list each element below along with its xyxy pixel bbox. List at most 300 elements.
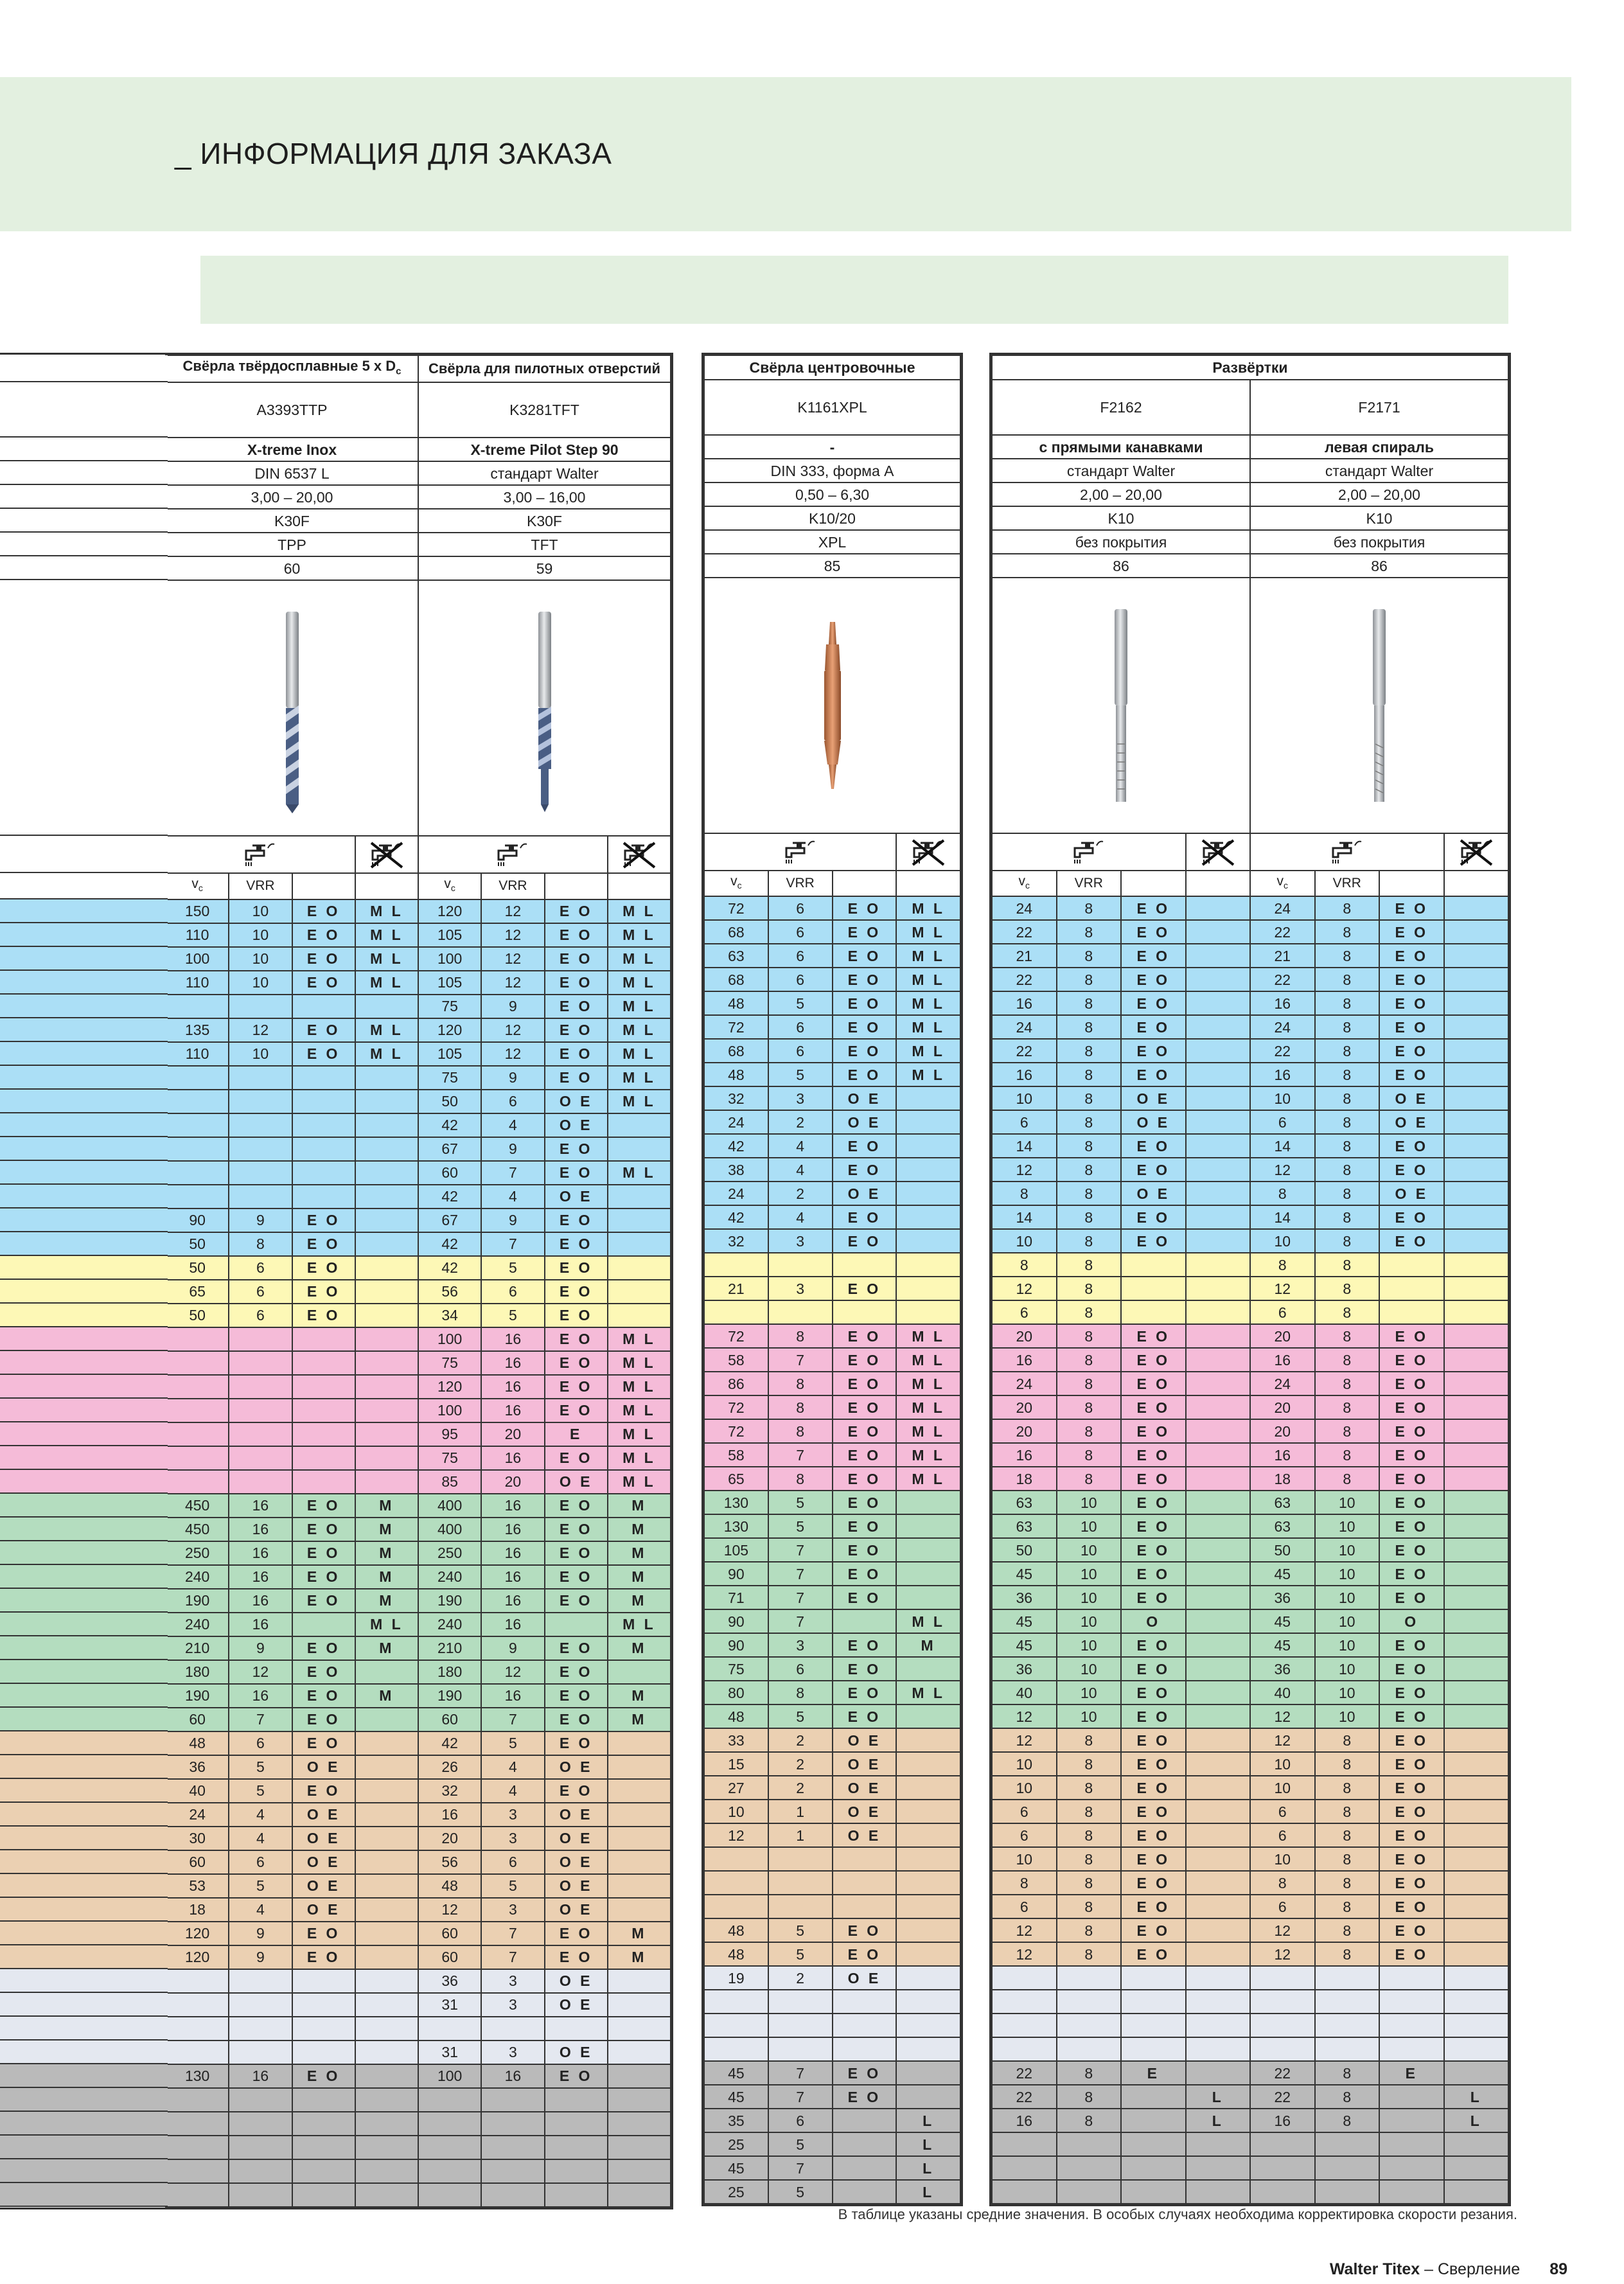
vc-value [166, 2017, 229, 2041]
vc-value: 10 [1250, 1752, 1315, 1776]
vc-value [166, 2183, 229, 2207]
dry-code [1444, 1086, 1509, 1110]
dry-code [1444, 1039, 1509, 1063]
table-row [166, 1018, 671, 1042]
coolant-code: O E [292, 1850, 355, 1874]
table-row [166, 923, 671, 947]
category-header: Свёрла центровочные [704, 355, 960, 380]
coolant-code: E O [292, 971, 355, 995]
vc-value: 16 [1250, 2109, 1315, 2132]
vrr-value: 2 [768, 1728, 833, 1752]
vc-value: 24 [992, 896, 1057, 920]
vrr-value [229, 2017, 292, 2041]
vrr-value: 8 [1315, 1372, 1380, 1395]
dry-code: M L [608, 995, 671, 1018]
dry-code [896, 2085, 960, 2109]
coolant-code: E O [833, 920, 897, 944]
vrr-value: 10 [1315, 1538, 1380, 1562]
dry-code [1444, 1419, 1509, 1443]
coolant-code: E O [545, 1922, 608, 1945]
row-extension [0, 461, 168, 485]
vrr-value [768, 1871, 833, 1895]
vrr-value: 8 [1057, 1134, 1122, 1158]
coating: TFT [418, 533, 671, 556]
dry-code [355, 1660, 418, 1684]
row-extension [0, 533, 168, 556]
vc-value: 75 [418, 995, 481, 1018]
coolant-code [292, 1422, 355, 1446]
diameter-range: 2,00 – 20,00 [1250, 482, 1508, 506]
vrr-value: 5 [768, 2132, 833, 2156]
catalog-page: 85 [704, 554, 960, 578]
vrr-value: 16 [229, 1589, 292, 1613]
diameter-range: 0,50 – 6,30 [704, 482, 960, 506]
table-row [166, 2136, 671, 2159]
coolant-code: E O [292, 1589, 355, 1613]
vrr-value: 8 [1315, 1039, 1380, 1063]
vrr-value [229, 1137, 292, 1161]
coolant-code [1121, 1253, 1186, 1277]
coolant-code: E O [292, 1945, 355, 1969]
reamer-tool-image [1095, 596, 1147, 815]
vc-value: 36 [1250, 1586, 1315, 1609]
dry-code [1444, 1110, 1509, 1134]
table-row [992, 2109, 1508, 2132]
coolant-code: E O [292, 2064, 355, 2088]
product-code: K3281TFT [418, 382, 671, 438]
table-row [992, 1942, 1508, 1966]
row-extension [0, 2041, 168, 2064]
coolant-code: E O [1379, 1562, 1444, 1586]
coolant-code: O E [292, 1755, 355, 1779]
row-extension [0, 1731, 168, 1755]
vrr-value: 9 [481, 1636, 544, 1660]
dry-code [1186, 1609, 1251, 1633]
vc-value: 16 [992, 991, 1057, 1015]
table-row [166, 1660, 671, 1684]
coolant-cell [704, 833, 896, 871]
vrr-value [1057, 2180, 1122, 2204]
row-extension [0, 1090, 168, 1113]
vc-value [166, 2112, 229, 2136]
coolant-code [545, 2112, 608, 2136]
dry-code [355, 1969, 418, 1993]
vc-value: 21 [704, 1277, 768, 1300]
vrr-value: 8 [1057, 1395, 1122, 1419]
table-row [166, 1636, 671, 1660]
vc-value: 19 [704, 1966, 768, 1990]
table-row [992, 1086, 1508, 1110]
catalog-page: 86 [992, 554, 1250, 578]
vc-value: 210 [418, 1636, 481, 1660]
dry-code [896, 1205, 960, 1229]
dry-code: M L [355, 1018, 418, 1042]
vc-subscript: c [1025, 880, 1030, 891]
coolant-code: E O [1379, 1229, 1444, 1253]
dry-code: L [1444, 2085, 1509, 2109]
dry-code: M L [896, 1395, 960, 1419]
group-1-inner [165, 355, 671, 2208]
vc-value: 12 [1250, 1277, 1315, 1300]
vrr-value: 8 [1057, 1039, 1122, 1063]
row-extension [0, 971, 168, 995]
vrr-value: 8 [1315, 1205, 1380, 1229]
dry-code [896, 2061, 960, 2085]
pilot-tool-image [519, 599, 570, 817]
dry-code [608, 1874, 671, 1898]
group1-table [165, 355, 671, 2208]
dry-code: M L [355, 971, 418, 995]
dry-code [1444, 1681, 1509, 1704]
dry-code [1444, 1562, 1509, 1586]
coolant-code: E O [292, 1636, 355, 1660]
table-row [704, 1514, 960, 1538]
dry-code: M [896, 1633, 960, 1657]
vc-value [166, 1375, 229, 1399]
coolant-code [292, 2136, 355, 2159]
vrr-value: 8 [1315, 2061, 1380, 2085]
table-row [992, 1134, 1508, 1158]
table-row [704, 991, 960, 1015]
standard: DIN 6537 L [166, 461, 418, 485]
vc-value: 240 [166, 1613, 229, 1636]
dry-code [608, 1850, 671, 1874]
table-row [166, 1922, 671, 1945]
vc-value: 10 [1250, 1847, 1315, 1871]
dry-code [355, 1446, 418, 1470]
table-row [704, 1871, 960, 1895]
vrr-value: 16 [481, 1399, 544, 1422]
coolant-code: E O [1379, 1467, 1444, 1491]
dry-code [1444, 1918, 1509, 1942]
dry-code: L [896, 2109, 960, 2132]
product-name-row [992, 435, 1508, 459]
dry-code: M [355, 1636, 418, 1660]
coolant-code [545, 2159, 608, 2183]
coolant-code: E O [1379, 1942, 1444, 1966]
dry-code: M L [608, 1351, 671, 1375]
vrr-value: 16 [481, 1375, 544, 1399]
coolant-code: E O [1379, 944, 1444, 968]
dry-code: M L [608, 1375, 671, 1399]
table-row [992, 1063, 1508, 1086]
table-row [992, 1514, 1508, 1538]
vc-value: 6 [1250, 1800, 1315, 1823]
dry-code: M [355, 1589, 418, 1613]
table-row [992, 1823, 1508, 1847]
dry-code [1186, 1871, 1251, 1895]
vrr-value: 8 [1315, 1823, 1380, 1847]
vrr-value: 8 [768, 1419, 833, 1443]
dry-code [1444, 1372, 1509, 1395]
coolant-code [1121, 2132, 1186, 2156]
table-row [704, 1609, 960, 1633]
coolant-code [1121, 2037, 1186, 2061]
vc-value: 100 [418, 1399, 481, 1422]
coolant-code: E O [545, 1280, 608, 1304]
dry-code [608, 1898, 671, 1922]
table-row [992, 1491, 1508, 1514]
vc-symbol: v [191, 876, 199, 892]
no-coolant-icon [621, 840, 657, 869]
row-extension [0, 873, 168, 899]
vc-value [166, 1185, 229, 1208]
vc-value: 72 [704, 896, 768, 920]
coolant-code [833, 1871, 897, 1895]
table-row [704, 1895, 960, 1918]
vrr-value: 12 [229, 1660, 292, 1684]
row-extension [0, 1232, 168, 1256]
vrr-value: 6 [481, 1850, 544, 1874]
table-row [166, 1494, 671, 1518]
vrr-value: 8 [1057, 896, 1122, 920]
blank-label [1379, 871, 1444, 896]
vrr-value: 8 [1057, 2085, 1122, 2109]
dry-code [608, 1113, 671, 1137]
standard-row [992, 459, 1508, 482]
table-group-2 [702, 353, 963, 2206]
footnote: В таблице указаны средние значения. В особых случаях необходима корректировка скорости резания. [838, 2206, 1517, 2222]
table-row [704, 1562, 960, 1586]
table-row [166, 1066, 671, 1090]
vrr-value: 4 [768, 1158, 833, 1182]
coolant-code: E O [833, 968, 897, 991]
vc-value: 86 [704, 1372, 768, 1395]
table-row [166, 2183, 671, 2207]
vrr-value: 16 [481, 1494, 544, 1518]
coolant-code: E O [1379, 1752, 1444, 1776]
coolant-code [1121, 2180, 1186, 2204]
coolant-code: E O [1379, 991, 1444, 1015]
coolant-code [833, 1847, 897, 1871]
vc-value: 8 [1250, 1253, 1315, 1277]
vrr-value: 3 [481, 1969, 544, 1993]
table-row [166, 1779, 671, 1803]
vc-value: 45 [1250, 1562, 1315, 1586]
vrr-value [229, 1446, 292, 1470]
coolant-code: E O [1379, 1728, 1444, 1752]
coolant-code: E O [292, 1684, 355, 1708]
vrr-value: 8 [768, 1395, 833, 1419]
vc-value [704, 1253, 768, 1277]
coolant-code [1379, 2109, 1444, 2132]
table-row [992, 2014, 1508, 2037]
vc-value: 12 [992, 1942, 1057, 1966]
diameter-range: 2,00 – 20,00 [992, 482, 1250, 506]
vrr-value: 2 [768, 1110, 833, 1134]
coolant-code [292, 1993, 355, 2017]
coolant-code [1121, 1300, 1186, 1324]
vc-value: 12 [418, 1898, 481, 1922]
coolant-code [292, 1969, 355, 1993]
vrr-value [229, 1161, 292, 1185]
vc-value [1250, 2180, 1315, 2204]
coolant-code [1379, 1966, 1444, 1990]
vc-value: 32 [418, 1779, 481, 1803]
vrr-value: 8 [1315, 1776, 1380, 1800]
vc-value: 68 [704, 968, 768, 991]
vc-value: 32 [704, 1229, 768, 1253]
category-label: Свёрла твёрдосплавные 5 x D [182, 358, 396, 374]
coolant-code: E O [833, 1419, 897, 1443]
vc-value: 20 [1250, 1395, 1315, 1419]
vrr-value: 8 [1057, 1182, 1122, 1205]
coolant-code [1379, 1990, 1444, 2014]
dry-code [1186, 1443, 1251, 1467]
dry-code [355, 2088, 418, 2112]
vrr-value: 8 [1315, 920, 1380, 944]
vc-value: 6 [1250, 1895, 1315, 1918]
row-extension [0, 1280, 168, 1304]
coolant-code: O E [292, 1874, 355, 1898]
vrr-value [1315, 1966, 1380, 1990]
vrr-value: 8 [1315, 1443, 1380, 1467]
table-row [992, 944, 1508, 968]
table-row [704, 1277, 960, 1300]
coolant-code [833, 1300, 897, 1324]
dry-code [1186, 1918, 1251, 1942]
dry-code [1186, 1657, 1251, 1681]
coolant-code: E O [292, 923, 355, 947]
coolant-code [292, 1351, 355, 1375]
dry-code [608, 2112, 671, 2136]
dry-code [1186, 2132, 1251, 2156]
dry-code [1444, 1443, 1509, 1467]
vrr-value [481, 2136, 544, 2159]
table-row [166, 1969, 671, 1993]
vc-value: 42 [704, 1134, 768, 1158]
vrr-value: 8 [768, 1372, 833, 1395]
coolant-code: E O [1379, 1538, 1444, 1562]
dry-code [355, 1399, 418, 1422]
vc-value [992, 2132, 1057, 2156]
vc-value: 16 [1250, 991, 1315, 1015]
table-row [704, 1990, 960, 2014]
dry-code: M [355, 1541, 418, 1565]
blank-label [833, 871, 897, 896]
vc-value: 75 [418, 1066, 481, 1090]
vc-value [166, 1090, 229, 1113]
vc-value: 12 [992, 1918, 1057, 1942]
vc-value: 22 [1250, 1039, 1315, 1063]
vrr-label: VRR [768, 871, 833, 896]
coolant-code [292, 1185, 355, 1208]
dry-code [896, 1158, 960, 1182]
coolant-code: O E [545, 1850, 608, 1874]
dry-code [1186, 2014, 1251, 2037]
vrr-value: 4 [481, 1113, 544, 1137]
vrr-value: 9 [229, 1208, 292, 1232]
vrr-value: 5 [481, 1304, 544, 1327]
vrr-value: 12 [481, 923, 544, 947]
coolant-code: E O [1121, 1562, 1186, 1586]
vc-value: 190 [166, 1684, 229, 1708]
table-row [166, 1589, 671, 1613]
coolant-code: E O [833, 1633, 897, 1657]
vrr-value: 8 [1057, 1419, 1122, 1443]
row-extension [0, 2183, 168, 2207]
row-extension [0, 1779, 168, 1803]
dry-code: L [896, 2132, 960, 2156]
coolant-code: E O [292, 947, 355, 971]
coolant-code: E O [292, 1565, 355, 1589]
coolant-code [1379, 2180, 1444, 2204]
vc-value: 90 [704, 1562, 768, 1586]
table-row [166, 1399, 671, 1422]
drill-tool-image [267, 599, 318, 817]
vc-value: 16 [992, 2109, 1057, 2132]
vc-value: 63 [704, 944, 768, 968]
vrr-value: 8 [1057, 1110, 1122, 1134]
coolant-code: O E [833, 1086, 897, 1110]
coolant-code: E O [833, 1229, 897, 1253]
coolant-code: E O [292, 1660, 355, 1684]
vc-value: 40 [992, 1681, 1057, 1704]
vc-value: 120 [166, 1945, 229, 1969]
vc-value: 12 [1250, 1728, 1315, 1752]
vrr-value: 5 [768, 1942, 833, 1966]
coolant-code [1379, 1300, 1444, 1324]
dry-code [896, 1514, 960, 1538]
coolant-code [545, 2017, 608, 2041]
vrr-value: 6 [768, 968, 833, 991]
vc-subscript: c [198, 883, 203, 894]
vc-value: 18 [1250, 1467, 1315, 1491]
dry-code [608, 1993, 671, 2017]
coolant-code: E O [833, 991, 897, 1015]
no-coolant-icon [1458, 838, 1494, 866]
blank-label [545, 873, 608, 899]
coolant-code: E O [1121, 1895, 1186, 1918]
vc-value: 10 [1250, 1086, 1315, 1110]
vc-value: 48 [704, 1063, 768, 1086]
coating: TPP [166, 533, 418, 556]
vc-value [992, 2180, 1057, 2204]
vc-value [166, 2041, 229, 2064]
table-row [992, 1419, 1508, 1443]
coolant-code: O E [1379, 1182, 1444, 1205]
vrr-value: 10 [229, 1042, 292, 1066]
coolant-code: O [1379, 1609, 1444, 1633]
vrr-value: 10 [1057, 1491, 1122, 1514]
coolant-code [833, 1990, 897, 2014]
dry-code [608, 1755, 671, 1779]
table-row [166, 1256, 671, 1280]
dry-code [896, 1990, 960, 2014]
vc-value: 40 [166, 1779, 229, 1803]
coolant-code: E O [292, 1518, 355, 1541]
table-row [166, 1731, 671, 1755]
table-row [704, 1657, 960, 1681]
dry-code [1444, 1966, 1509, 1990]
coolant-code: E O [833, 1562, 897, 1586]
vrr-value: 7 [768, 2085, 833, 2109]
dry-code [1186, 1182, 1251, 1205]
product-code: F2171 [1250, 380, 1508, 435]
dry-code: M L [355, 1613, 418, 1636]
vrr-value: 7 [768, 1348, 833, 1372]
table-row [704, 1443, 960, 1467]
vrr-value: 2 [768, 1752, 833, 1776]
dry-code [355, 1803, 418, 1827]
vc-value [992, 1990, 1057, 2014]
catalog-page-row [704, 554, 960, 578]
vrr-value: 8 [1315, 1158, 1380, 1182]
coolant-code: E O [1121, 896, 1186, 920]
vrr-value: 8 [1315, 896, 1380, 920]
dry-code [355, 1304, 418, 1327]
vc-value: 63 [992, 1514, 1057, 1538]
